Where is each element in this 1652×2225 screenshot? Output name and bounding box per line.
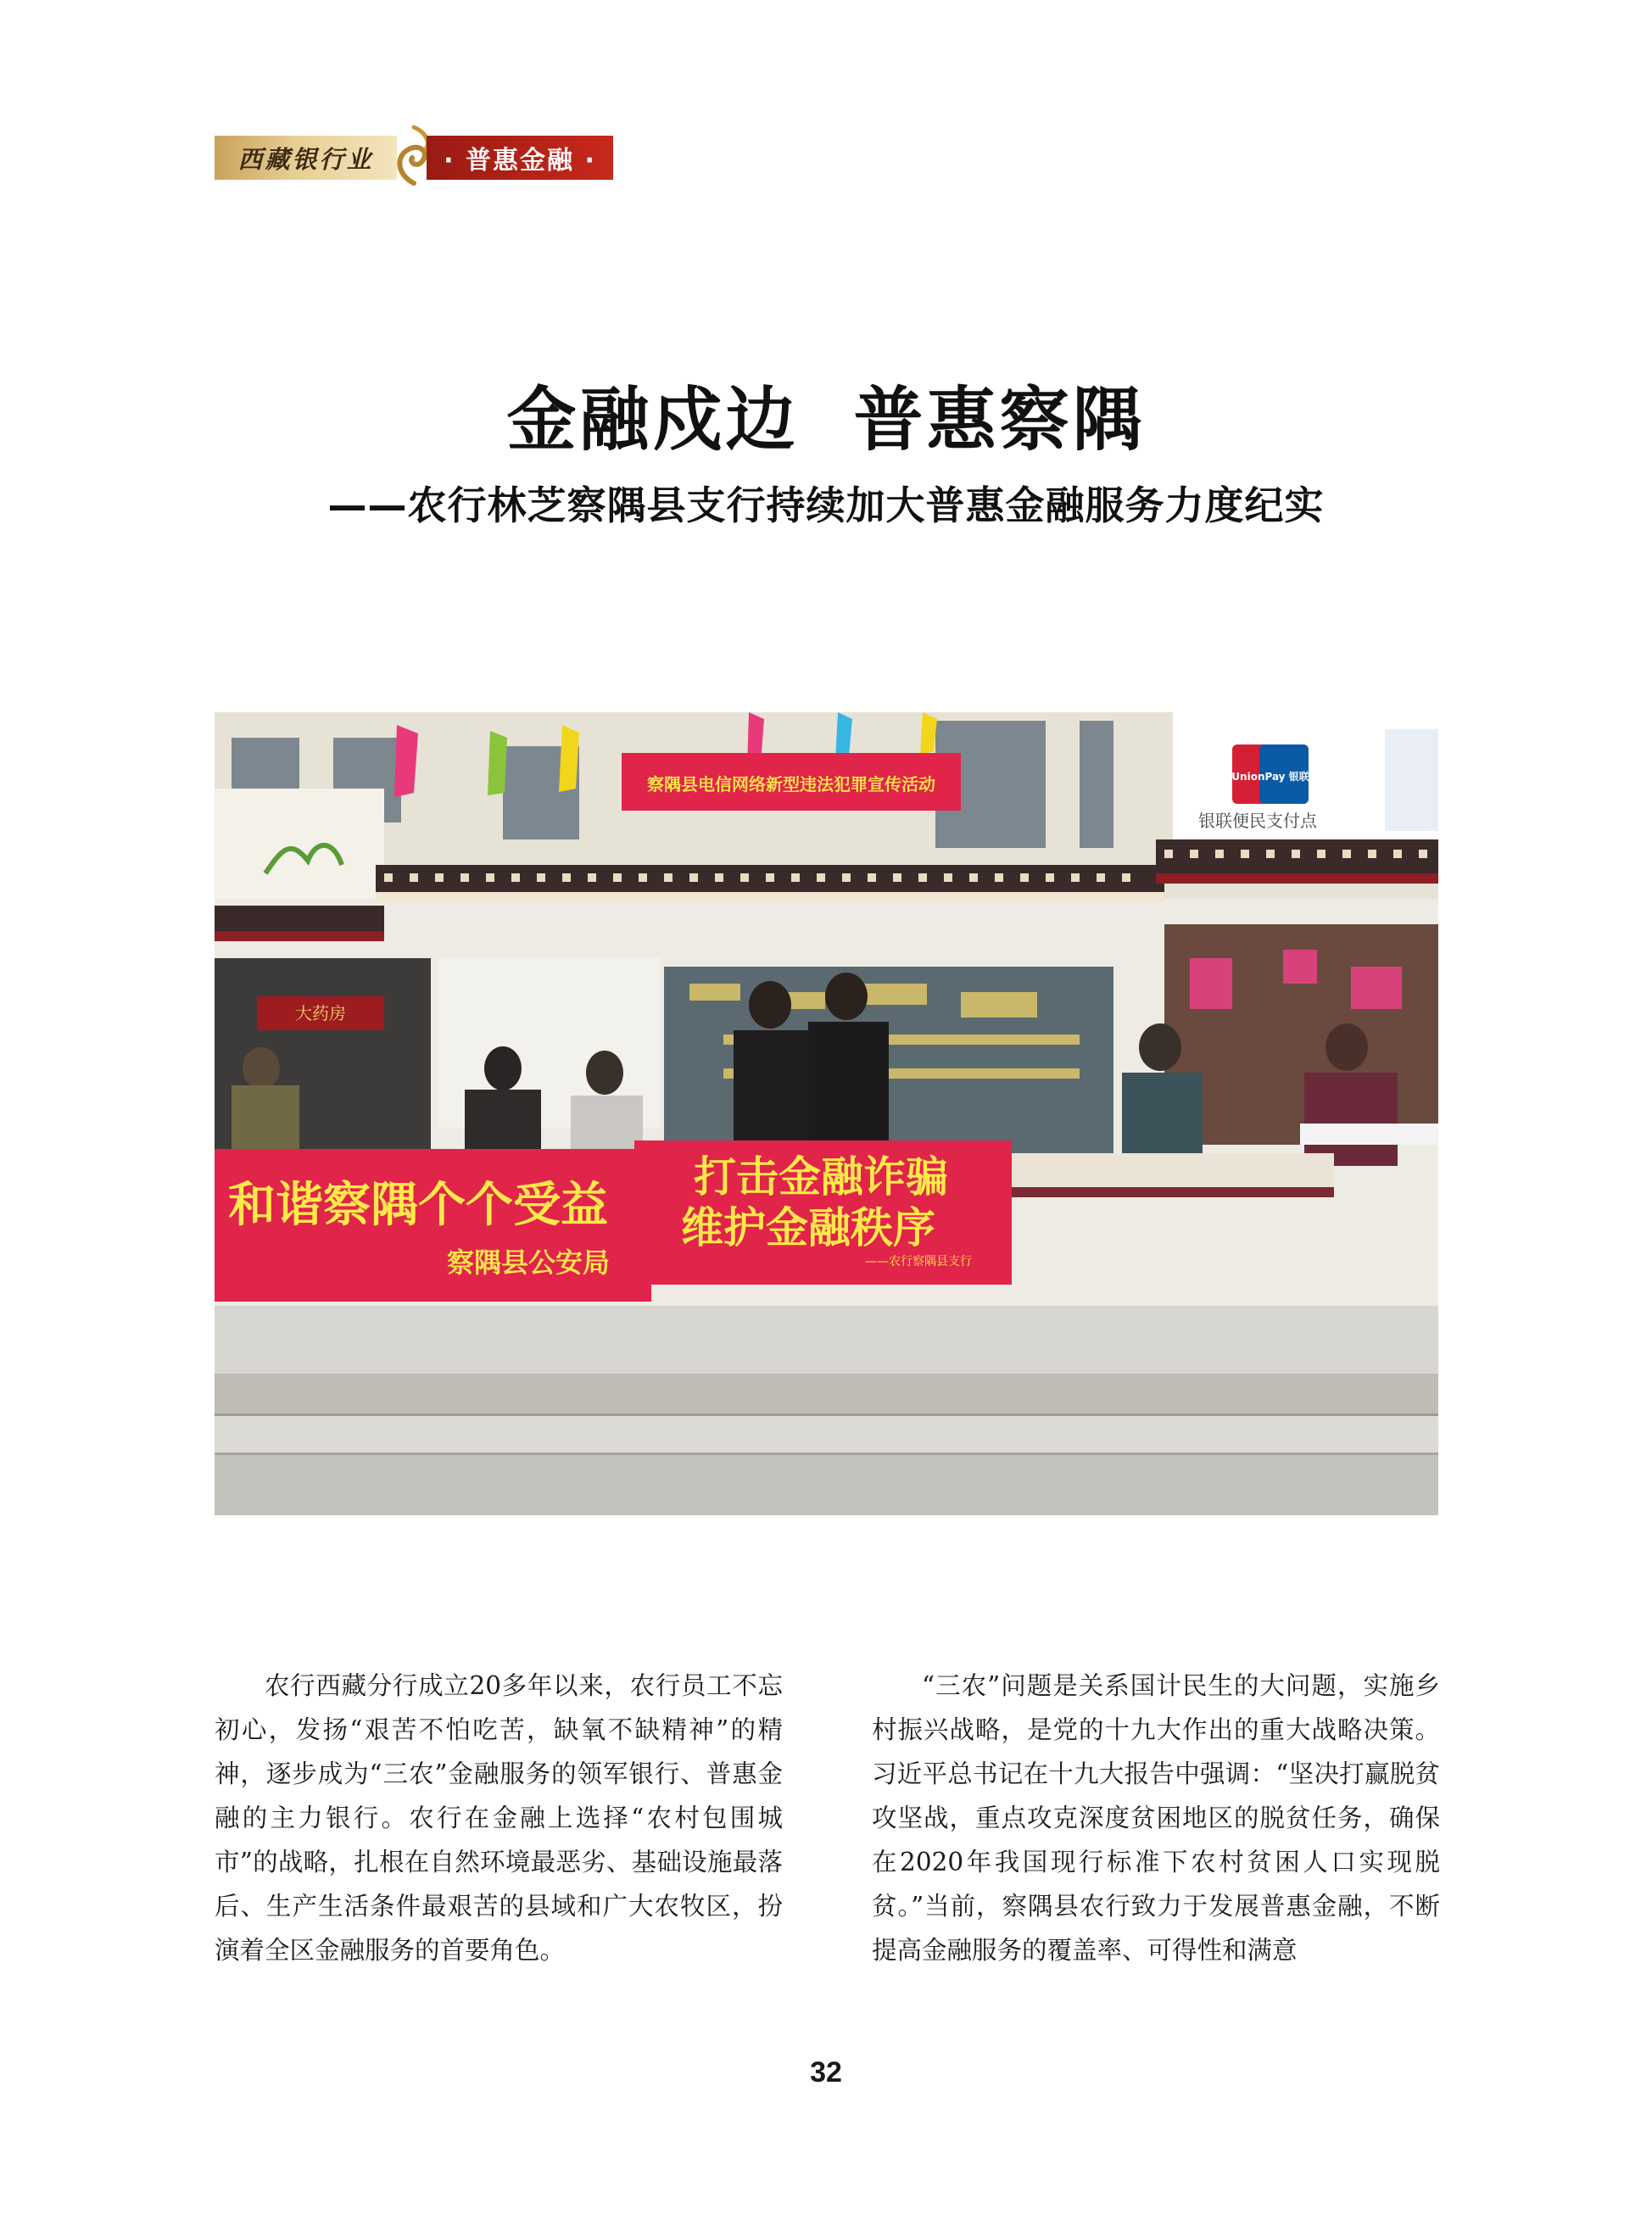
banner-mid-line2: 维护金融秩序: [681, 1203, 935, 1252]
article-subtitle: ——农行林芝察隅县支行持续加大普惠金融服务力度纪实: [327, 482, 1325, 528]
article-title: 金融戍边 普惠察隅: [506, 379, 1146, 460]
table-right: [995, 1153, 1334, 1191]
top-banner-text: 察隅县电信网络新型违法犯罪宣传活动: [647, 774, 935, 795]
unionpay-caption: 银联便民支付点: [1198, 811, 1317, 831]
unionpay-logo-text: UnionPay 银联: [1231, 771, 1309, 783]
text-column-left: [215, 1664, 783, 1972]
banner-mid-sign: ——农行察隅县支行: [865, 1255, 972, 1269]
page-number: 32: [810, 2056, 842, 2088]
step-edge-3: [215, 1454, 1438, 1515]
paragraph: 农行西藏分行成立20多年以来，农行员工不忘初心，发扬“艰苦不怕吃苦，缺氧不缺精神”的精神，逐步成为“三农”金融服务的领军银行、普惠金融的主力银行。农行在金融上选择“农村包围城市”的战略，扎根在自然环境最恶劣、基础设施最落后、生产生活条件最艰苦的县域和广大农牧区，扮演着全区金融服务的首要角色。: [215, 1671, 783, 1965]
banner-left-sign: 察隅县公安局: [446, 1246, 611, 1279]
text-column-right: [872, 1664, 1440, 1972]
banner-mid-line1: 打击金融诈骗: [694, 1152, 948, 1202]
magazine-header: [215, 136, 613, 180]
article-photo: [215, 712, 1438, 1515]
section-label: · 普惠金融 ·: [427, 136, 613, 180]
magazine-brand: 西藏银行业: [215, 136, 397, 180]
paragraph: “三农”问题是关系国计民生的大问题，实施乡村振兴战略，是党的十九大作出的重大战略决策。习近平总书记在十九大报告中强调：“坚决打赢脱贫攻坚战，重点攻克深度贫困地区的脱贫任务，确保在2020年我国现行标准下农村贫困人口实现脱贫。”当前，察隅县农行致力于发展普惠金融，不断提高金融服务的覆盖率、可得性和满意: [872, 1671, 1440, 1965]
banner-left-main: 和谐察隅个个受益: [228, 1178, 608, 1233]
shop-sign-text: 大药房: [295, 1003, 346, 1023]
step-edge-1: [215, 1374, 1438, 1416]
step-edge-2: [215, 1416, 1438, 1454]
